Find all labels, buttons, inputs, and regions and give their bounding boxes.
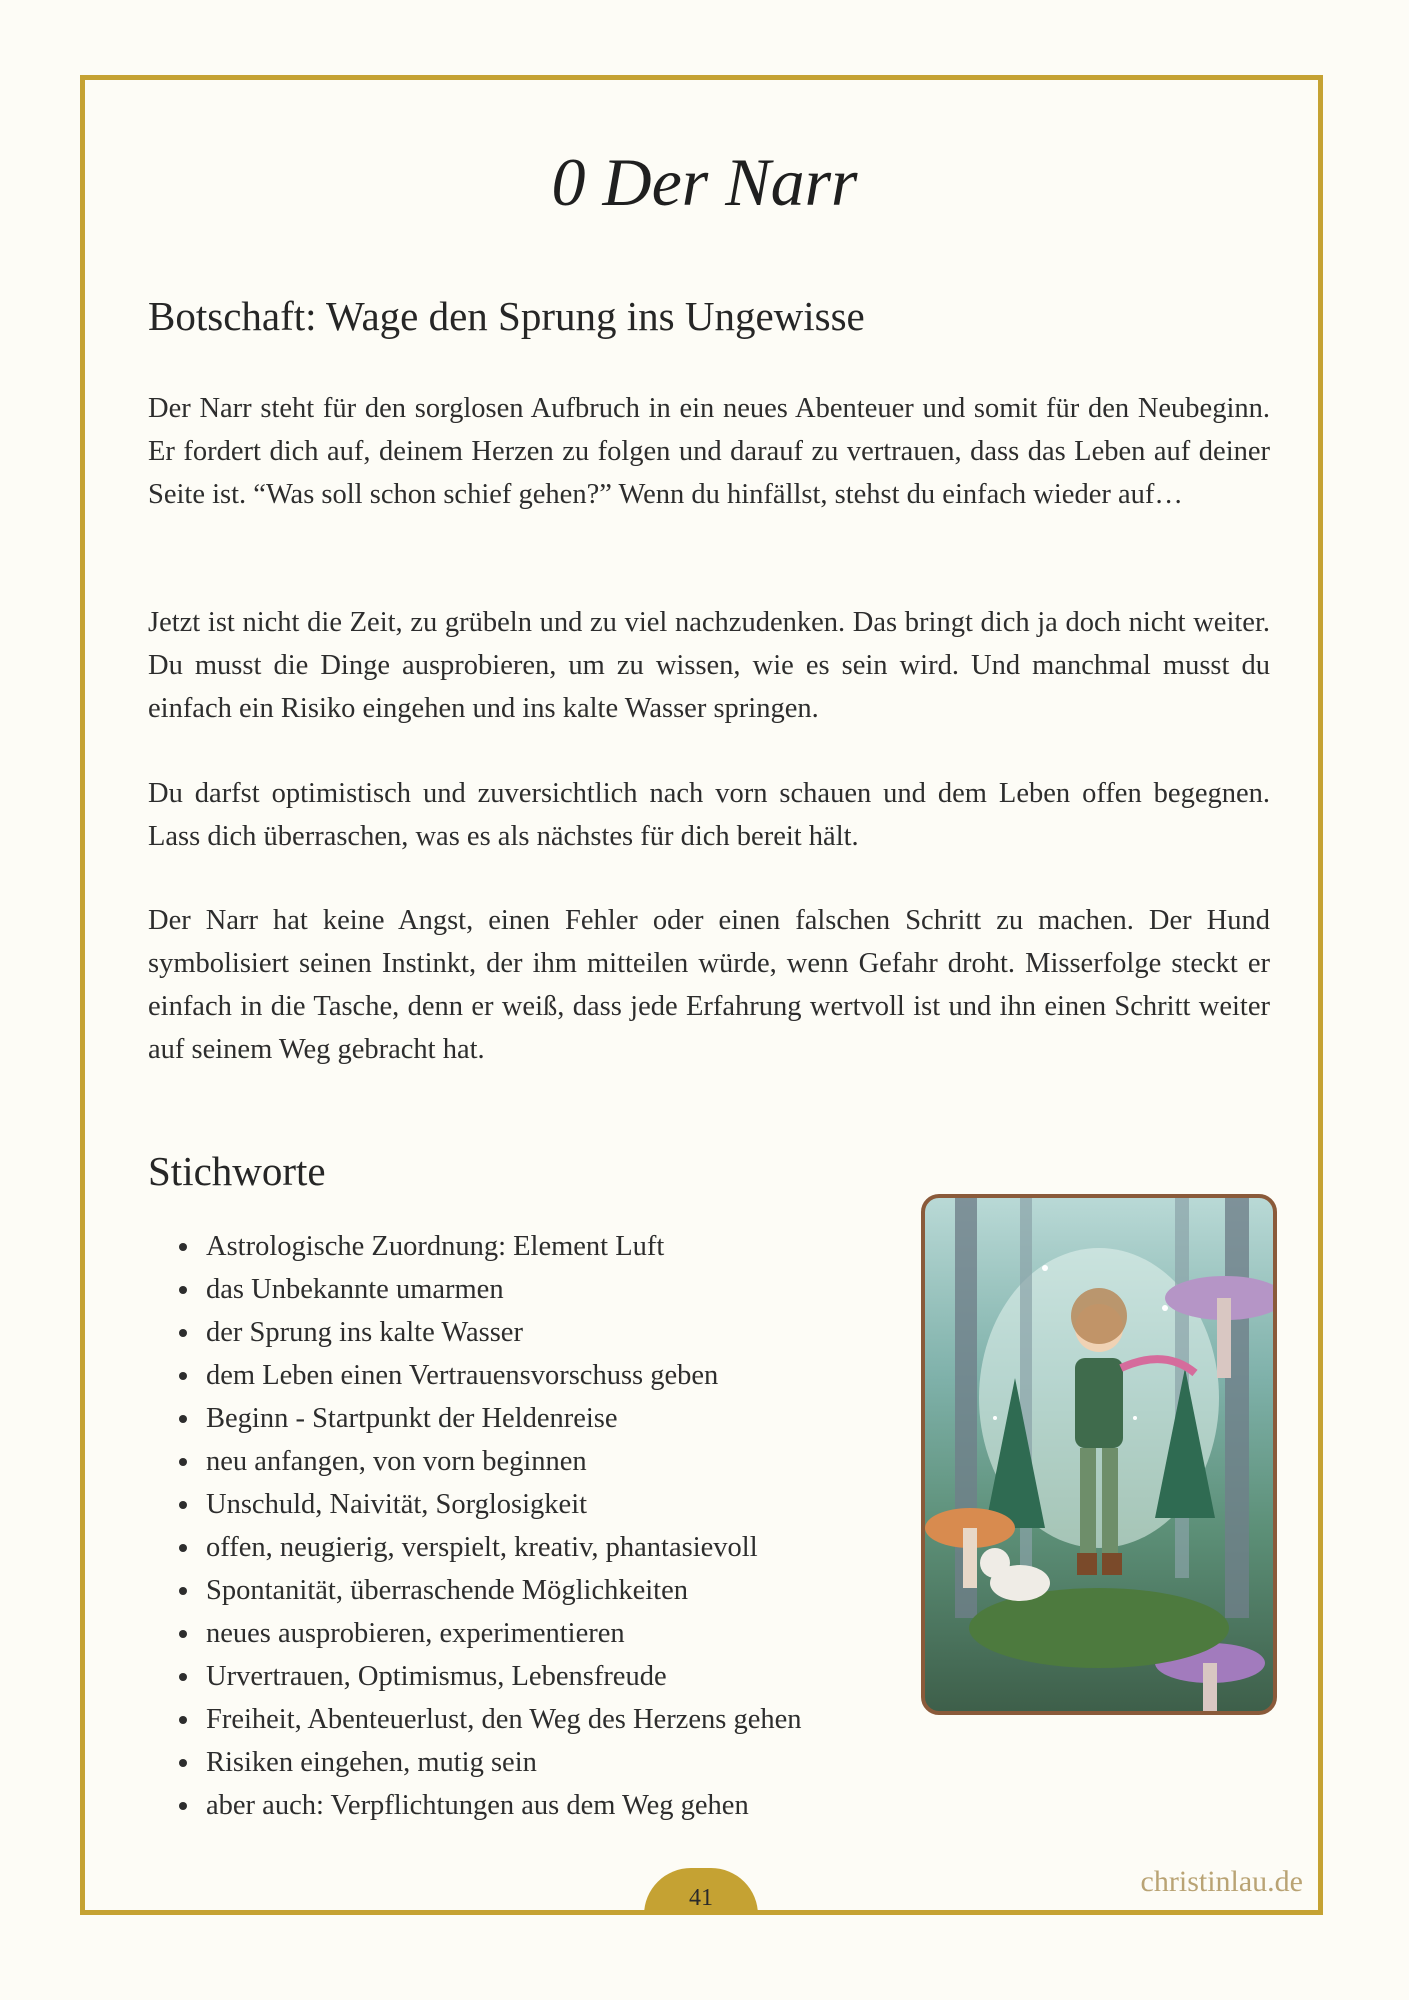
keywords-heading: Stichworte: [148, 1148, 326, 1194]
website-footer: christinlau.de: [1140, 1865, 1303, 1898]
paragraph-1: Der Narr steht für den sorglosen Aufbruch in ein neues Abenteuer und somit für den Neubeginn. Er fordert dich auf, deinem Herzen zu folgen und darauf zu vertrauen, dass das Leben auf deiner Seite ist. “Was soll schon schief gehen?” Wenn du hinfällst, stehst du einfach wieder auf…: [148, 393, 1270, 510]
list-item: • Freiheit, Abenteuerlust, den Weg des Herzens gehen: [202, 1698, 802, 1741]
list-item: • Spontanität, überraschende Möglichkeiten: [202, 1569, 802, 1612]
list-item: • Unschuld, Naivität, Sorglosigkeit: [202, 1483, 802, 1526]
paragraph-2: Jetzt ist nicht die Zeit, zu grübeln und zu viel nachzudenken. Das bringt dich ja doch nicht weiter. Du musst die Dinge ausprobieren, um zu wissen, wie es sein wird. Und manchmal musst du einfach ein Risiko eingehen und ins kalte Wasser springen.: [148, 607, 1270, 724]
list-item: • aber auch: Verpflichtungen aus dem Weg gehen: [202, 1784, 802, 1827]
list-item: • das Unbekannte umarmen: [202, 1268, 802, 1311]
list-item: • offen, neugierig, verspielt, kreativ, phantasievoll: [202, 1526, 802, 1569]
list-item: • Risiken eingehen, mutig sein: [202, 1741, 802, 1784]
paragraph-3: Du darfst optimistisch und zuversichtlich nach vorn schauen und dem Leben offen begegnen. Lass dich überraschen, was es als nächstes für dich bereit hält.: [148, 778, 1270, 852]
list-item: • dem Leben einen Vertrauensvorschuss geben: [202, 1354, 802, 1397]
page-number: 41: [644, 1868, 758, 1915]
keywords-list: [160, 1225, 802, 1827]
page-title: 0 Der Narr: [551, 144, 858, 220]
paragraph-4: Der Narr hat keine Angst, einen Fehler oder einen falschen Schritt zu machen. Der Hund symbolisiert seinen Instinkt, der ihm mitteilen würde, wenn Gefahr droht. Misserfolge steckt er einfach in die Tasche, denn er weiß, dass jede Erfahrung wertvoll ist und ihn einen Schritt weiter auf seinem Weg gebracht hat.: [148, 905, 1270, 1065]
list-item: • der Sprung ins kalte Wasser: [202, 1311, 802, 1354]
message-heading: Botschaft: Wage den Sprung ins Ungewisse: [148, 293, 865, 339]
list-item: • neues ausprobieren, experimentieren: [202, 1612, 802, 1655]
list-item: • Astrologische Zuordnung: Element Luft: [202, 1225, 802, 1268]
list-item: • Beginn - Startpunkt der Heldenreise: [202, 1397, 802, 1440]
tarot-card-illustration: [921, 1194, 1277, 1715]
list-item: • Urvertrauen, Optimismus, Lebensfreude: [202, 1655, 802, 1698]
list-item: • neu anfangen, von vorn beginnen: [202, 1440, 802, 1483]
